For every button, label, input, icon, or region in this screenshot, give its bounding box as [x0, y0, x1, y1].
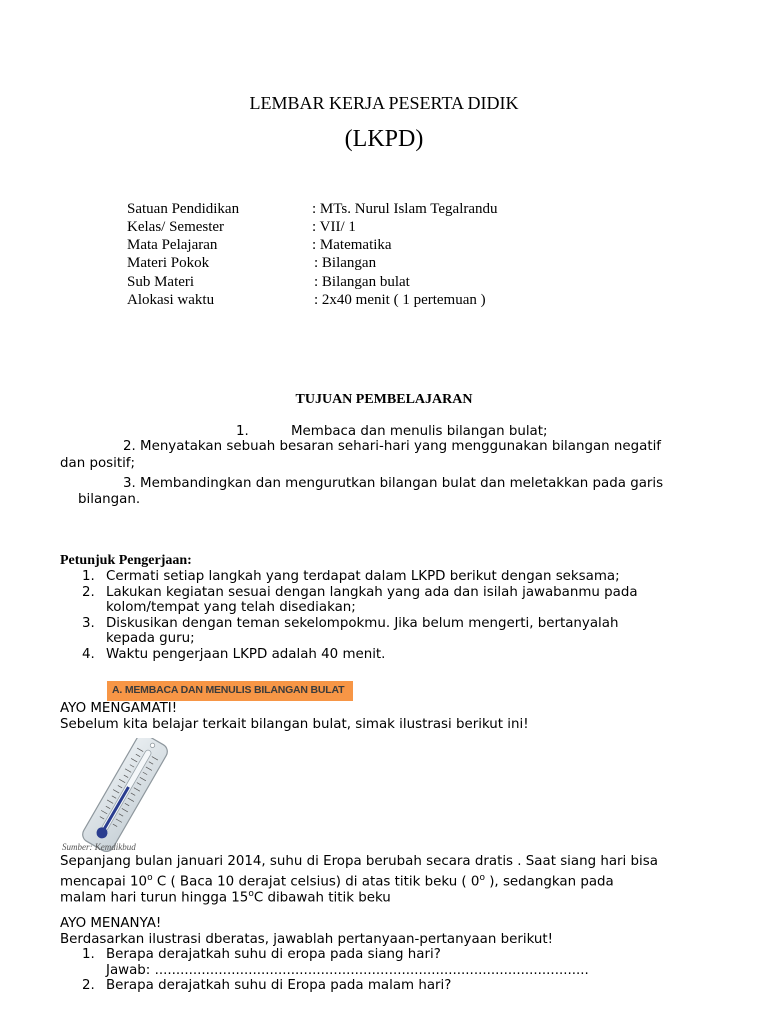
story-text: malam hari turun hingga 15$^o$C dibawah titik beku: [60, 889, 391, 906]
list-number: 2.: [82, 584, 95, 600]
thermometer-image: [60, 738, 190, 856]
list-item-cont: kolom/tempat yang telah disediakan;: [106, 600, 356, 615]
tujuan-item: 3. Membandingkan dan mengurutkan bilangan bulat dan meletakkan pada garis: [123, 476, 664, 491]
tujuan-item: 2. Menyatakan sebuah besaran sehari-hari yang menggunakan bilangan negatif: [123, 439, 662, 454]
story-text: mencapai 10$^o$ C ( Baca 10 derajat celsius) di atas titik beku ( 0$^o$ ), sedangkan pada: [60, 873, 614, 890]
info-value: : MTs. Nurul Islam Tegalrandu: [312, 201, 498, 217]
list-item: Cermati setiap langkah yang terdapat dalam LKPD berikut dengan seksama;: [106, 569, 620, 584]
question-number: 2.: [82, 978, 95, 993]
tujuan-item-number: 1.: [236, 424, 249, 439]
question-item: Berapa derajatkah suhu di Eropa pada malam hari?: [106, 978, 452, 993]
info-label: Mata Pelajaran: [127, 237, 218, 253]
list-number: 1.: [82, 569, 95, 584]
question-item: Berapa derajatkah suhu di eropa pada siang hari?: [106, 947, 441, 962]
list-item: Lakukan kegiatan sesuai dengan langkah yang ada dan isilah jawabanmu pada: [106, 584, 638, 600]
document-title: LEMBAR KERJA PESERTA DIDIK: [249, 93, 519, 113]
tujuan-heading: TUJUAN PEMBELAJARAN: [295, 392, 473, 407]
image-caption: Sumber: Kemdikbud: [62, 842, 136, 852]
info-value: : Bilangan bulat: [314, 274, 410, 290]
info-label: Alokasi waktu: [127, 292, 215, 308]
info-label: Kelas/ Semester: [127, 219, 225, 235]
info-label: Sub Materi: [127, 274, 195, 290]
ayo-mengamati-heading: AYO MENGAMATI!: [60, 701, 178, 716]
info-label: Satuan Pendidikan: [127, 201, 240, 217]
list-number: 4.: [82, 647, 95, 662]
intro-text: Sebelum kita belajar terkait bilangan bulat, simak ilustrasi berikut ini!: [60, 717, 529, 732]
answer-field[interactable]: Jawab: ......................................................................................................: [106, 963, 589, 978]
info-value: : Bilangan: [314, 255, 377, 271]
section-a-badge: [107, 681, 353, 701]
list-item: Diskusikan dengan teman sekelompokmu. Jika belum mengerti, bertanyalah: [106, 615, 619, 631]
question-intro: Berdasarkan ilustrasi dberatas, jawablah pertanyaan-pertanyaan berikut!: [60, 932, 554, 947]
tujuan-item-cont: dan positif;: [60, 456, 136, 471]
info-value: : VII/ 1: [312, 219, 356, 235]
tujuan-item-cont: bilangan.: [78, 492, 141, 507]
document-subtitle: (LKPD): [344, 126, 424, 152]
story-text: Sepanjang bulan januari 2014, suhu di Eropa berubah secara dratis . Saat siang hari bisa: [60, 854, 658, 869]
petunjuk-heading: Petunjuk Pengerjaan:: [60, 553, 192, 568]
ayo-menanya-heading: AYO MENANYA!: [60, 916, 162, 931]
list-number: 3.: [82, 615, 95, 631]
list-item-cont: kepada guru;: [106, 631, 195, 646]
section-a-title: A. MEMBACA DAN MENULIS BILANGAN BULAT: [112, 684, 345, 696]
info-value: : Matematika: [312, 237, 392, 253]
info-value: : 2x40 menit ( 1 pertemuan ): [314, 292, 486, 308]
list-item: Waktu pengerjaan LKPD adalah 40 menit.: [106, 647, 386, 662]
question-number: 1.: [82, 947, 95, 962]
tujuan-item: Membaca dan menulis bilangan bulat;: [291, 424, 548, 439]
info-label: Materi Pokok: [127, 255, 210, 271]
